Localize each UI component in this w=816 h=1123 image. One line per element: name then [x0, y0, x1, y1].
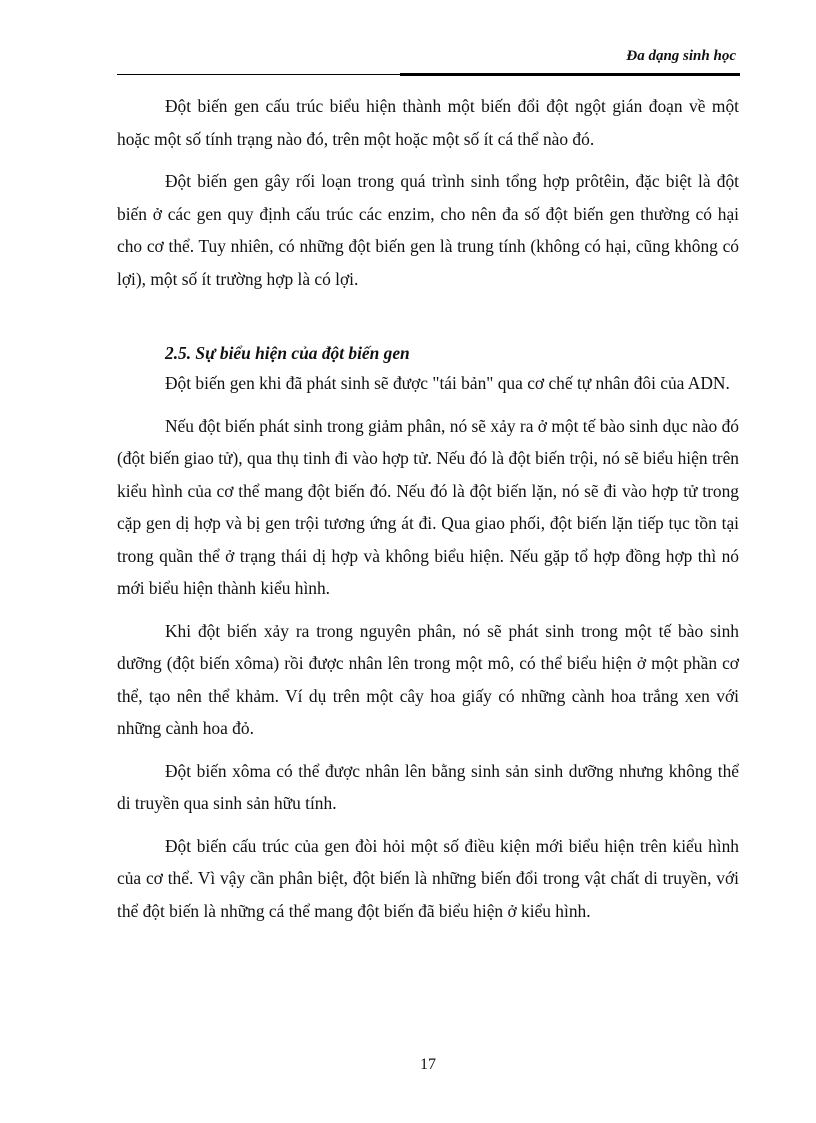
- header-title: Đa dạng sinh học: [626, 48, 736, 64]
- section-paragraph-3: Khi đột biến xảy ra trong nguyên phân, nó sẽ phát sinh trong một tế bào sinh dưỡng (đột biến xôma) rồi được nhân lên trong một mô, có thể biểu hiện ở một phần cơ thể, tạo nên thể khảm. Ví dụ trên một cây hoa giấy có những cành hoa trắng xen với những cành hoa đỏ.: [117, 620, 739, 738]
- section-paragraph-4: Đột biến xôma có thể được nhân lên bằng sinh sản sinh dưỡng nhưng không thể di truyền qua sinh sản hữu tính.: [117, 760, 739, 813]
- section-paragraph-1: Đột biến gen khi đã phát sinh sẽ được "tái bản" qua cơ chế tự nhân đôi của ADN.: [165, 373, 730, 393]
- paragraph-2: Đột biến gen gây rối loạn trong quá trình sinh tổng hợp prôtêin, đặc biệt là đột biến ở các gen quy định cấu trúc các enzim, cho nên đa số đột biến gen thường có hại cho cơ thể. Tuy nhiên, có những đột biến gen là trung tính (không có hại, cũng không có lợi), một số ít trường hợp là có lợi.: [117, 171, 739, 289]
- header-rule-thin: [117, 74, 400, 75]
- paragraph-1: Đột biến gen cấu trúc biểu hiện thành một biến đổi đột ngột gián đoạn về một hoặc một số tính trạng nào đó, trên một hoặc một số ít cá thể nào đó.: [117, 96, 739, 149]
- section-heading: 2.5. Sự biểu hiện của đột biến gen: [165, 343, 410, 363]
- section-paragraph-5: Đột biến cấu trúc của gen đòi hỏi một số điều kiện mới biểu hiện trên kiểu hình của cơ thể. Vì vậy cần phân biệt, đột biến là những biến đổi trong vật chất di truyền, với thể đột biến là những cá thể mang đột biến đã biểu hiện ở kiểu hình.: [117, 835, 739, 921]
- page-body: [117, 90, 739, 937]
- page-number: 17: [420, 1056, 436, 1073]
- header-rule-thick: [400, 73, 740, 76]
- section-paragraph-2: Nếu đột biến phát sinh trong giảm phân, nó sẽ xảy ra ở một tế bào sinh dục nào đó (đột biến giao tử), qua thụ tinh đi vào hợp tử. Nếu đó là đột biến trội, nó sẽ biểu hiện trên kiểu hình của cơ thể mang đột biến đó. Nếu đó là đột biến lặn, nó sẽ đi vào hợp tử trong cặp gen dị hợp và bị gen trội tương ứng át đi. Qua giao phối, đột biến lặn tiếp tục tồn tại trong quần thể ở trạng thái dị hợp và không biểu hiện. Nếu gặp tổ hợp đồng hợp thì nó mới biểu hiện thành kiểu hình.: [117, 415, 739, 598]
